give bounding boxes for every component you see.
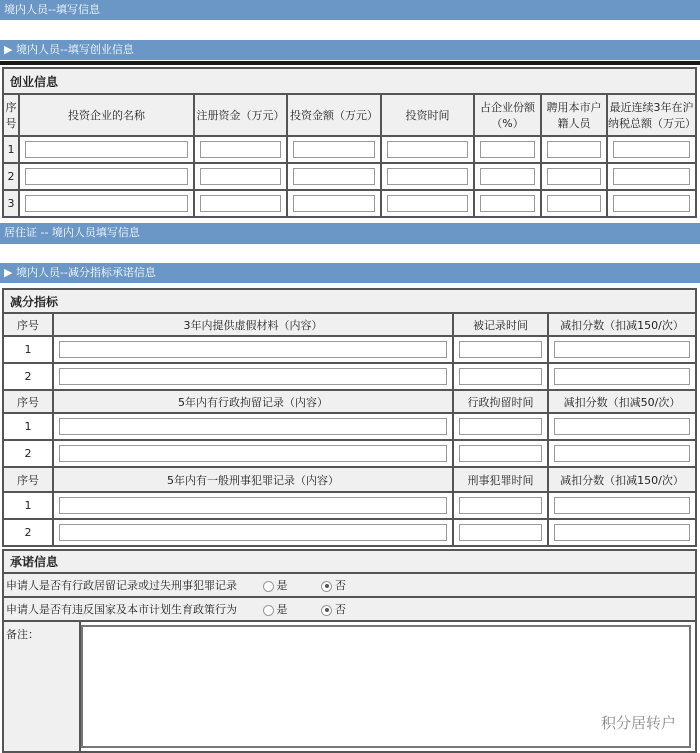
deduction-input[interactable] <box>459 445 542 462</box>
section-header-residence: 居住证 -- 境内人员填写信息 <box>0 223 700 244</box>
startup-title: 创业信息 <box>3 68 696 94</box>
startup-input[interactable] <box>613 141 690 158</box>
startup-input[interactable] <box>293 195 375 212</box>
remark-textarea[interactable] <box>81 625 691 748</box>
startup-table <box>2 67 697 218</box>
section-header-deduction[interactable]: ▶ 境内人员--减分指标承诺信息 <box>0 263 700 283</box>
row-index: 2 <box>3 440 53 467</box>
row-index: 1 <box>3 136 19 163</box>
col-header: 序号 <box>3 94 19 136</box>
startup-input[interactable] <box>387 195 468 212</box>
col-header: 占企业份额（%） <box>474 94 541 136</box>
startup-input[interactable] <box>480 168 535 185</box>
startup-input[interactable] <box>25 195 188 212</box>
col-header: 减扣分数（扣减50/次） <box>548 390 696 413</box>
row-index: 1 <box>3 492 53 519</box>
startup-input[interactable] <box>200 141 281 158</box>
col-header: 减扣分数（扣减150/次） <box>548 313 696 336</box>
deduction-input[interactable] <box>554 368 690 385</box>
row-index: 1 <box>3 336 53 363</box>
startup-input[interactable] <box>480 141 535 158</box>
deduction-input[interactable] <box>554 418 690 435</box>
row-index: 2 <box>3 363 53 390</box>
col-header: 序号 <box>3 390 53 413</box>
deduction-input[interactable] <box>459 368 542 385</box>
col-header: 投资金额（万元） <box>287 94 381 136</box>
question-label: 申请人是否有行政居留记录或过失刑事犯罪记录 <box>6 579 237 592</box>
startup-row <box>3 163 696 190</box>
deduction-table <box>2 288 697 547</box>
startup-row <box>3 190 696 217</box>
col-header: 序号 <box>3 313 53 336</box>
promise-row <box>3 573 696 597</box>
startup-input[interactable] <box>200 195 281 212</box>
startup-input[interactable] <box>25 141 188 158</box>
deduction-input[interactable] <box>459 418 542 435</box>
deduction-input[interactable] <box>554 524 690 541</box>
deduction-input[interactable] <box>59 368 447 385</box>
col-header: 减扣分数（扣减150/次） <box>548 467 696 492</box>
deduction-title: 减分指标 <box>3 289 696 313</box>
promise-title: 承诺信息 <box>3 550 696 573</box>
startup-input[interactable] <box>387 141 468 158</box>
col-header: 5年内有行政拘留记录（内容） <box>53 390 453 413</box>
col-header: 3年内提供虚假材料（内容） <box>53 313 453 336</box>
col-header: 5年内有一般刑事犯罪记录（内容） <box>53 467 453 492</box>
radio-yes[interactable]: 是 <box>263 603 288 616</box>
question-label: 申请人是否有违反国家及本市计划生育政策行为 <box>6 603 237 616</box>
row-index: 3 <box>3 190 19 217</box>
deduction-input[interactable] <box>554 445 690 462</box>
col-header: 投资时间 <box>381 94 474 136</box>
deduction-row <box>3 336 696 363</box>
radio-no[interactable]: 否 <box>321 579 346 592</box>
promise-row <box>3 597 696 621</box>
startup-input[interactable] <box>200 168 281 185</box>
deduction-header-row <box>3 467 696 492</box>
col-header: 投资企业的名称 <box>19 94 194 136</box>
deduction-input[interactable] <box>59 445 447 462</box>
col-header: 聘用本市户籍人员 <box>541 94 607 136</box>
promise-table <box>2 549 697 753</box>
deduction-input[interactable] <box>554 497 690 514</box>
startup-input[interactable] <box>480 195 535 212</box>
watermark: 积分居转户 <box>600 714 676 732</box>
deduction-row <box>3 492 696 519</box>
col-header: 行政拘留时间 <box>453 390 548 413</box>
deduction-input[interactable] <box>59 497 447 514</box>
section-header-startup[interactable]: ▶ 境内人员--填写创业信息 <box>0 40 700 60</box>
col-header: 最近连续3年在沪纳税总额（万元） <box>607 94 696 136</box>
startup-input[interactable] <box>293 168 375 185</box>
deduction-row <box>3 363 696 390</box>
deduction-input[interactable] <box>459 341 542 358</box>
startup-input[interactable] <box>613 195 690 212</box>
page-header: 境内人员--填写信息 <box>0 0 700 20</box>
deduction-input[interactable] <box>59 524 447 541</box>
startup-row <box>3 136 696 163</box>
col-header: 序号 <box>3 467 53 492</box>
startup-input[interactable] <box>25 168 188 185</box>
radio-no[interactable]: 否 <box>321 603 346 616</box>
deduction-input[interactable] <box>459 497 542 514</box>
remark-label: 备注： <box>3 621 80 752</box>
row-index: 2 <box>3 519 53 546</box>
radio-yes[interactable]: 是 <box>263 579 288 592</box>
deduction-header-row <box>3 390 696 413</box>
startup-input[interactable] <box>613 168 690 185</box>
startup-input[interactable] <box>293 141 375 158</box>
divider <box>0 61 700 65</box>
deduction-input[interactable] <box>554 341 690 358</box>
deduction-input[interactable] <box>59 418 447 435</box>
deduction-row <box>3 519 696 546</box>
deduction-row <box>3 413 696 440</box>
col-header: 注册资金（万元） <box>194 94 287 136</box>
startup-input[interactable] <box>547 195 601 212</box>
deduction-input[interactable] <box>59 341 447 358</box>
row-index: 1 <box>3 413 53 440</box>
deduction-input[interactable] <box>459 524 542 541</box>
row-index: 2 <box>3 163 19 190</box>
startup-input[interactable] <box>547 141 601 158</box>
startup-input[interactable] <box>547 168 601 185</box>
startup-input[interactable] <box>387 168 468 185</box>
col-header: 刑事犯罪时间 <box>453 467 548 492</box>
col-header: 被记录时间 <box>453 313 548 336</box>
deduction-row <box>3 440 696 467</box>
deduction-header-row <box>3 313 696 336</box>
